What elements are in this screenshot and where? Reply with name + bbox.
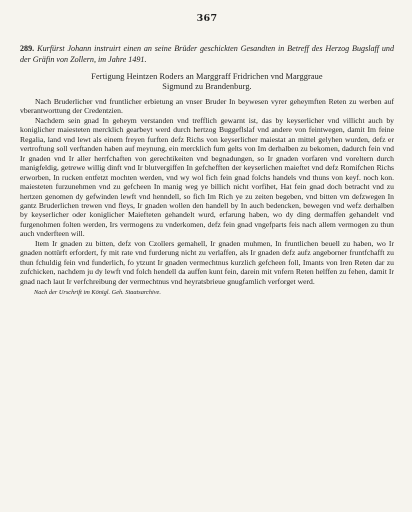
subheading-line-1: Fertigung Heintzen Roders an Marggraff Fridrichen vnd Marggraue xyxy=(91,72,323,81)
paragraph-intro: Nach Bruderlicher vnd fruntlicher erbietung an vnser Bruder In beywesen vyrer geheymften Reten zu werben auf vberantworttung der Credentzien. xyxy=(20,97,394,116)
document-number: 289. xyxy=(20,44,35,53)
page-number: 367 xyxy=(196,13,218,24)
document-heading xyxy=(20,44,394,65)
document-title: Kurfürst Johann instruirt einen an seine Brüder geschickten Gesandten in Betreff des Herzog Bugslaff und der Gräfin von Zollern, im Jahre 1491. xyxy=(20,44,394,64)
subheading xyxy=(20,72,394,92)
paragraph-item: Item Ir gnaden zu bitten, defz von Czollers gemahell, Ir gnaden muhmen, In fruntlichen beuell zu haben, wo Ir gnaden nottürft erfordert, fy mit rate vnd furderung nicht zu verlaffen, als Ir gnaden defz aufz angeborner fruntfchafft zu thun fchuldig fein vnd funderlich, fo ytzunt Ir gnaden vermechtnus kurzlich gefcheen foll, Imants von Iren Reten dar zu zufchicken, nachdem ju dy lewft vnd folch hendell da auffen kunt fein, darein mit vnfern Reten helffen zu fehen, damit Ir gnad nach laut Ir verfchreibung der vermechtnus vnd heyratsbrieue gnugfamlich verforget werd. xyxy=(20,238,394,286)
paragraph-main: Nachdem sein gnad In geheym verstanden vnd trefflich gewarnt ist, das by keyserlicher vnd villicht auch by koniglicher maiesteten mercklich gearbeyt werd durch hertzog Buggeflslaf vnd andere von feintwegen, damit Im feine Regalia, land vnd lewt als einem freyen furften defz Richs von keyserlicher maiestat an mittel gelyhen wurden, defz er vertroftung soll verftanden haben auf meynung, ein mercklich fum gelts von Im derhalben zu bekomen, dadurch fein vnd Ir gnaden vnd Ir aller herrfchaften von gerechtikeiten vnd begnadungen, so Ir gnaden vorfaren vnd voreltern durch manigfeldig, getrewe willig dinft vnd Ir blutvergiffen In gefchefften der keyserlichen maieftet vnd defz Romifchen Richs erworben, In rucken entfetzt mochten werden, vnd wy wol fich fein gnad folchs handels vnd thuns von keyf. noch kon. maiesteten furzunehmen vnd zu gefcheen In manig weg ye billich nicht vorfihet, Hat fein gnad doch betracht vnd zu hertzen genomen dy gefwinden lewft vnd henndell, so fich Im Rich ye zu zeiten begeben, vnd bitten vm defzwegen In gantz Bruderlichen trewen vnd fleys, Ir gnaden wollen den handell by In auch bedencken, bewegen vnd wefz derhalben by keyserlicher oder koniglicher Maiefteten gehandelt wurd, erfarung haben, wo dy ding dermaffen gehandelt vnd furgenohmen folten werden, Irs vermogens zu vnderkomen, defz fein gnad vngefparts feis nach allem vermogen zu thun auch vnderfteen will. xyxy=(20,115,394,239)
source-note: Nach der Urschrift im Königl. Geh. Staatsarchive. xyxy=(34,289,161,297)
subheading-line-2: Sigmund zu Brandenburg. xyxy=(162,82,252,91)
document-body xyxy=(20,97,394,286)
